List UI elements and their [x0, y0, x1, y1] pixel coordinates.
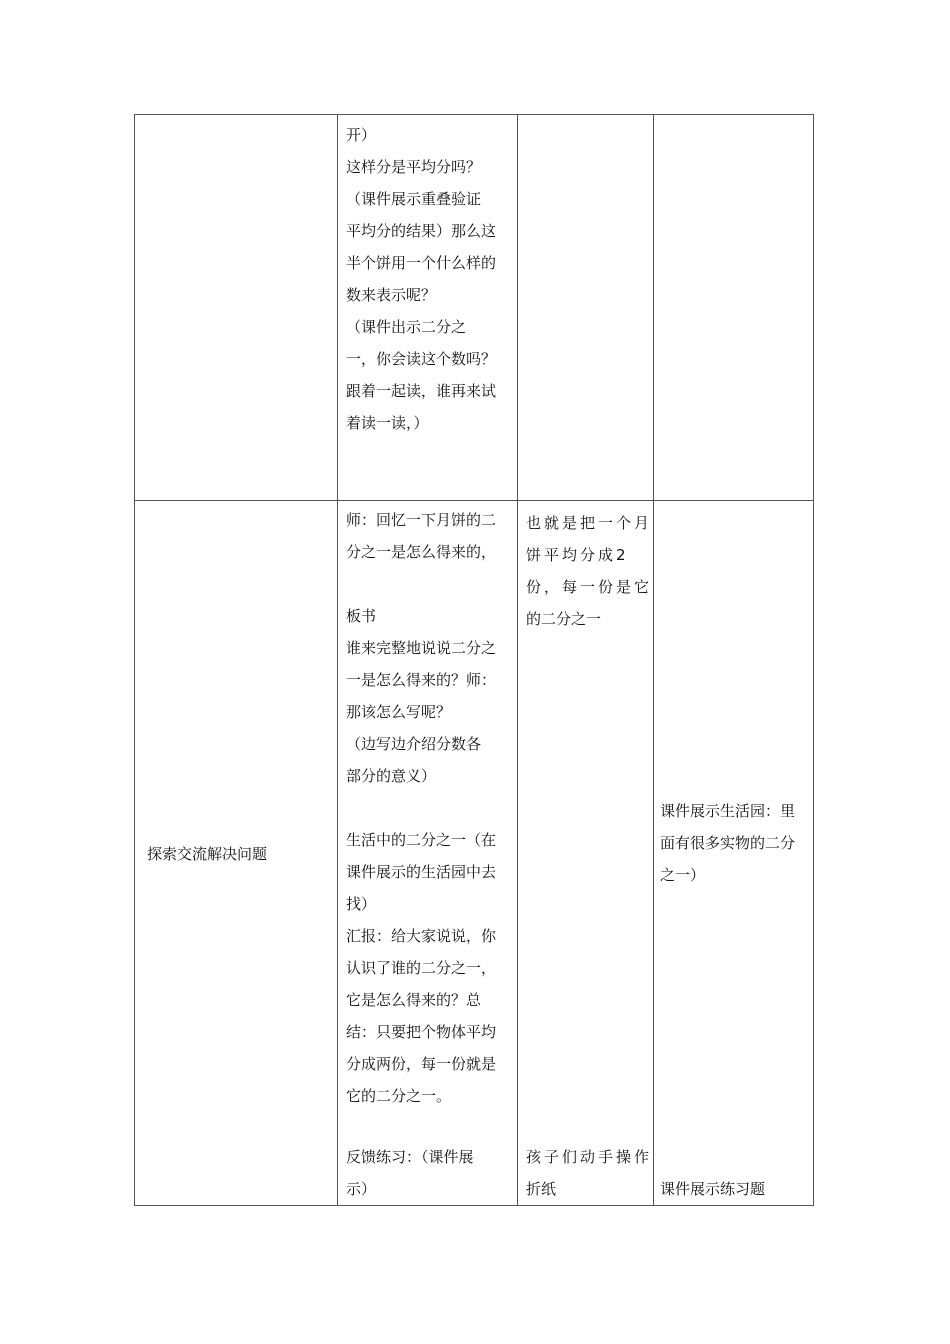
student-activity-cell: [518, 115, 654, 501]
stage-label: 探索交流解决问题: [147, 844, 268, 863]
text-line: 跟着一起读，谁再来试: [346, 382, 497, 400]
text-line: 板书: [346, 607, 377, 625]
media-cell: [654, 115, 814, 501]
text-line: （课件出示二分之: [346, 318, 467, 336]
text-line: 课件展示生活园：里: [660, 802, 796, 820]
text-line: 一是怎么得来的？师：: [346, 671, 497, 689]
media-cell: [654, 501, 814, 1206]
text-line: 分之一是怎么得来的，: [346, 543, 497, 561]
text-line: 孩子们动手操作: [526, 1148, 653, 1166]
text-line: 着读一读，）: [346, 414, 429, 432]
lesson-plan-table: [134, 114, 814, 1206]
text-line: 折纸: [526, 1180, 557, 1198]
stage-cell: [135, 115, 338, 501]
text-line: 这样分是平均分吗？: [346, 158, 482, 176]
feedback-practice: [346, 1141, 474, 1205]
student-operation: [526, 1141, 652, 1205]
text-line: 开）: [346, 126, 377, 144]
text-line: 它是怎么得来的？总: [346, 991, 482, 1009]
text-line: 数来表示呢？: [346, 286, 437, 304]
text-line: 师：回忆一下月饼的二: [346, 511, 497, 529]
media-practice: [660, 1173, 765, 1205]
teacher-activity-cell: [338, 501, 518, 1206]
text-line: 平均分的结果）那么这: [346, 222, 497, 240]
table-row: [135, 501, 814, 1206]
text-line: 的二分之一: [526, 610, 602, 628]
text-line: （课件展示重叠验证: [346, 190, 482, 208]
text-line: [346, 792, 517, 824]
text-line: 份，每一份是它: [526, 578, 653, 596]
text-line: 那该怎么写呢？: [346, 703, 452, 721]
text-line: 认识了谁的二分之一，: [346, 959, 497, 977]
teacher-activity-cell: [338, 115, 518, 501]
media-description: [660, 795, 795, 891]
table-row: [135, 115, 814, 501]
text-line: （边写边介绍分数各: [346, 735, 482, 753]
text-line: 汇报：给大家说说，你: [346, 927, 497, 945]
stage-cell: [135, 501, 338, 1206]
text-line: 之一）: [660, 866, 706, 884]
text-line: [346, 568, 517, 600]
text-line: 也就是把一个月: [526, 514, 653, 532]
text-line: 课件展示练习题: [660, 1180, 766, 1198]
text-line: 一，你会读这个数吗？: [346, 350, 497, 368]
text-line: 生活中的二分之一（在: [346, 831, 497, 849]
text-line: 面有很多实物的二分: [660, 834, 796, 852]
text-line: 反馈练习：（课件展: [346, 1148, 474, 1166]
text-line: 分成两份，每一份就是: [346, 1055, 497, 1073]
text-line: 结：只要把个物体平均: [346, 1023, 497, 1041]
text-line: 部分的意义）: [346, 767, 437, 785]
text-line: 半个饼用一个什么样的: [346, 254, 497, 272]
text-line: 示）: [346, 1180, 377, 1198]
text-line: 它的二分之一。: [346, 1087, 452, 1105]
text-line: 谁来完整地说说二分之: [346, 639, 497, 657]
text-line: 找）: [346, 895, 377, 913]
student-activity-cell: [518, 501, 654, 1206]
text-line: 课件展示的生活园中去: [346, 863, 497, 881]
text-line: 饼平均分成2: [526, 546, 629, 564]
